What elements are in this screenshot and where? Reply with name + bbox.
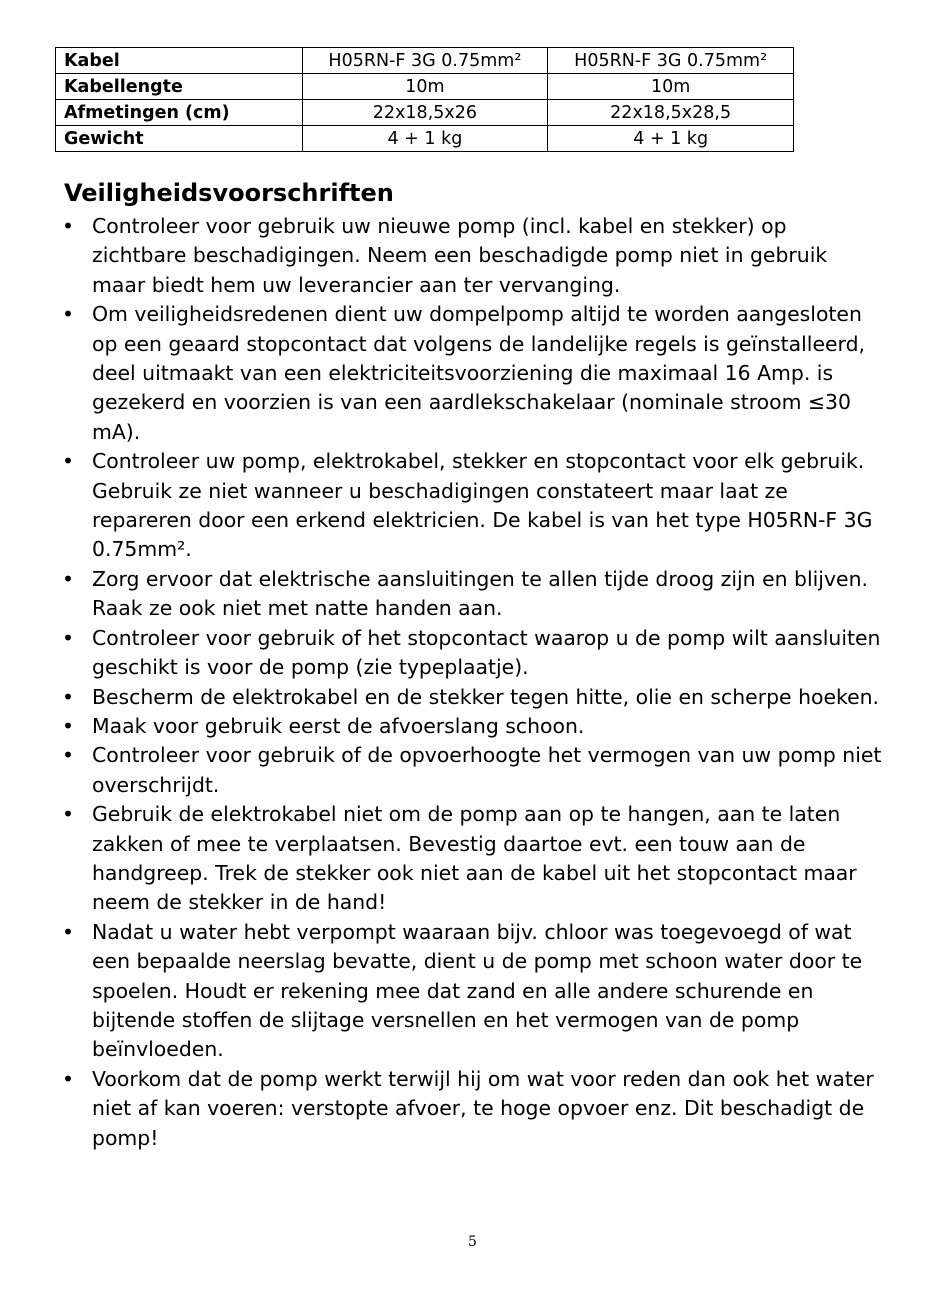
spec-value: H05RN-F 3G 0.75mm² (302, 48, 548, 74)
list-item-text: Controleer voor gebruik of het stopcontact waarop u de pomp wilt aansluiten geschikt is voor de pomp (zie typeplaatje). (92, 625, 881, 680)
spec-value: H05RN-F 3G 0.75mm² (548, 48, 794, 74)
spec-label: Kabel (56, 48, 303, 74)
bullet-icon: • (62, 449, 75, 474)
spec-label: Afmetingen (cm) (56, 100, 303, 126)
list-item (62, 1065, 884, 1153)
spec-row-kabel (56, 48, 794, 74)
bullet-icon: • (62, 1066, 75, 1091)
bullet-icon: • (62, 684, 75, 709)
list-item (62, 918, 884, 1065)
page-number: 5 (468, 1234, 477, 1250)
list-item (62, 447, 884, 565)
spec-label: Gewicht (56, 126, 303, 152)
list-item-text: Controleer voor gebruik uw nieuwe pomp (incl. kabel en stekker) op zichtbare beschadigingen. Neem een beschadigde pomp niet in gebruik maar biedt hem uw leverancier aan ter vervanging. (92, 214, 828, 297)
spec-table (55, 47, 794, 152)
bullet-icon: • (62, 743, 75, 768)
spec-value: 4 + 1 kg (548, 126, 794, 152)
bullet-icon: • (62, 214, 75, 238)
spec-row-afmetingen (56, 100, 794, 126)
list-item-text: Controleer uw pomp, elektrokabel, stekker en stopcontact voor elk gebruik. Gebruik ze niet wanneer u beschadigingen constateert maar laat ze repareren door een erkend elektricien. De kabel is van het type H05RN-F 3G 0.75mm². (92, 449, 873, 562)
section-title: Veiligheidsvoorschriften (64, 179, 394, 207)
safety-rules-list (62, 212, 884, 1153)
list-item-text: Maak voor gebruik eerst de afvoerslang schoon. (92, 713, 585, 738)
spec-value: 10m (302, 74, 548, 100)
list-item (62, 565, 884, 624)
list-item (62, 683, 884, 712)
list-item-text: Nadat u water hebt verpompt waaraan bijv. chloor was toegevoegd of wat een bepaalde neerslag bevatte, dient u de pomp met schoon water door te spoelen. Houdt er rekening mee dat zand en alle andere schurende en bijtende stoffen de slijtage versnellen en het vermogen van de pomp beïnvloeden. (92, 919, 863, 1062)
spec-value: 22x18,5x26 (302, 100, 548, 126)
list-item-text: Zorg ervoor dat elektrische aansluitingen te allen tijde droog zijn en blijven. Raak ze ook niet met natte handen aan. (92, 566, 868, 621)
list-item (62, 712, 884, 741)
list-item-text: Voorkom dat de pomp werkt terwijl hij om wat voor reden dan ook het water niet af kan voeren: verstopte afvoer, te hoge opvoer enz. Dit beschadigt de pomp! (92, 1066, 874, 1150)
list-item (62, 624, 884, 683)
bullet-icon: • (62, 802, 75, 827)
list-item-text: Controleer voor gebruik of de opvoerhoogte het vermogen van uw pomp niet overschrijdt. (92, 743, 882, 797)
list-item-text: Bescherm de elektrokabel en de stekker tegen hitte, olie en scherpe hoeken. (92, 684, 880, 709)
list-item (62, 300, 884, 447)
list-item-text: Om veiligheidsredenen dient uw dompelpomp altijd te worden aangesloten op een geaard stopcontact dat volgens de landelijke regels is geïnstalleerd, deel uitmaakt van een elektriciteitsvoorziening die maximaal 16 Amp. is gezekerd en voorzien is van een aardlekschakelaar (nominale stroom ≤30 mA). (92, 302, 866, 444)
bullet-icon: • (62, 566, 75, 591)
list-item-text: Gebruik de elektrokabel niet om de pomp aan op te hangen, aan te laten zakken of mee te verplaatsen. Bevestig daartoe evt. een touw aan de handgreep. Trek de stekker ook niet aan de kabel uit het stopcontact maar neem de stekker in de hand! (92, 802, 857, 915)
list-item (62, 212, 884, 300)
bullet-icon: • (62, 625, 75, 650)
list-item (62, 800, 884, 918)
bullet-icon: • (62, 713, 75, 738)
list-item (62, 741, 884, 800)
spec-value: 10m (548, 74, 794, 100)
spec-value: 22x18,5x28,5 (548, 100, 794, 126)
spec-row-kabellengte (56, 74, 794, 100)
spec-row-gewicht (56, 126, 794, 152)
spec-label: Kabellengte (56, 74, 303, 100)
spec-value: 4 + 1 kg (302, 126, 548, 152)
bullet-icon: • (62, 919, 75, 944)
bullet-icon: • (62, 302, 75, 327)
